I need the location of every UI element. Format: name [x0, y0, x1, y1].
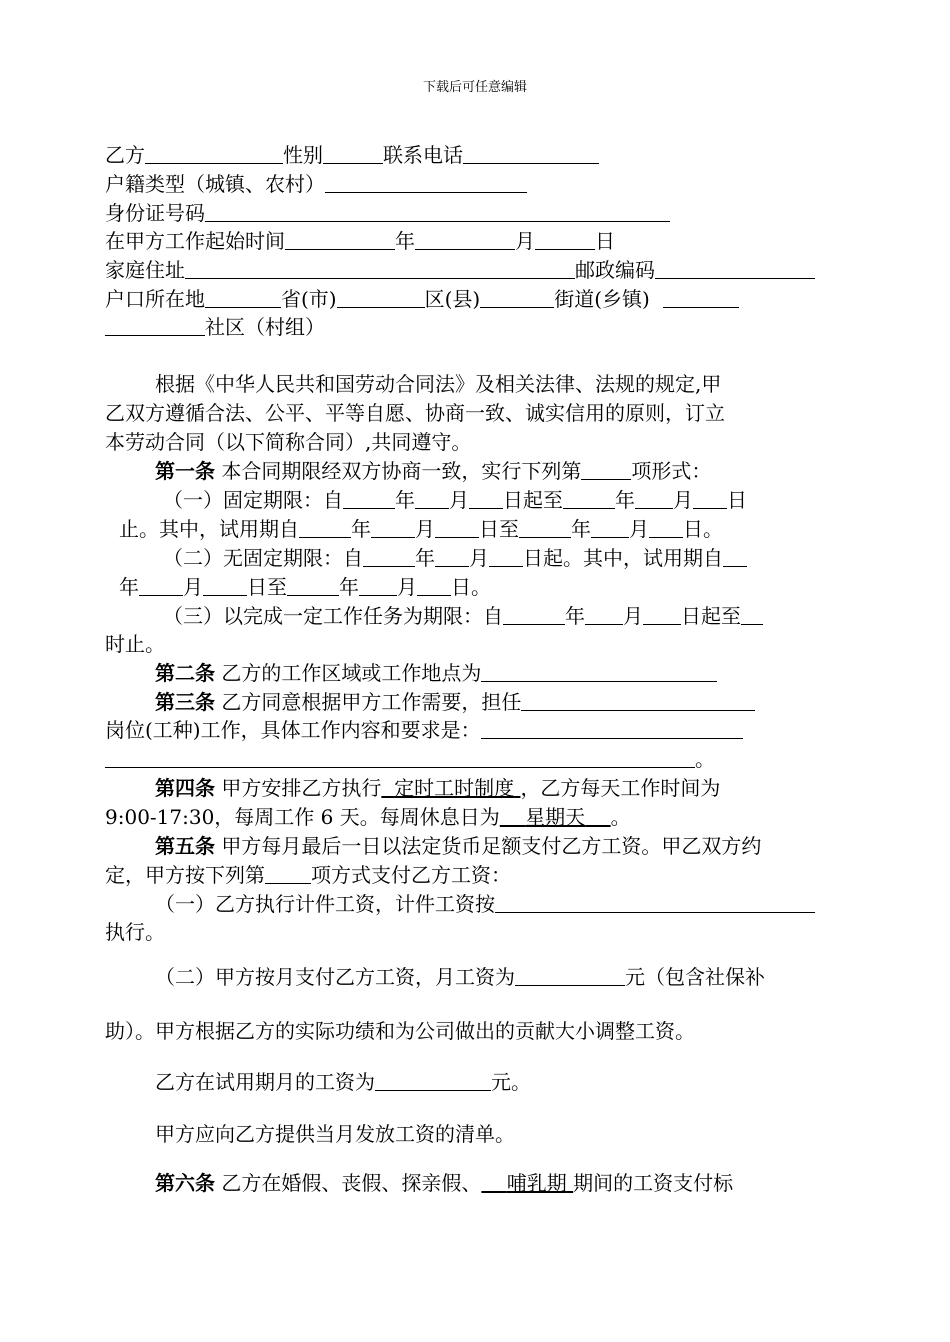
blank-start-year[interactable]	[285, 230, 395, 250]
label-month: 月	[515, 229, 535, 253]
label-province: 省(市)	[281, 287, 337, 311]
art5-line-2	[105, 862, 511, 888]
art5-trial-label: 乙方在试用期月的工资为	[155, 1070, 375, 1094]
label-month: 月	[183, 575, 203, 599]
label-from-until: 日起至	[503, 488, 563, 512]
label-address: 家庭住址	[105, 258, 185, 282]
intro-line-2: 乙双方遵循合法、公平、平等自愿、协商一致、诚实信用的原则，订立	[105, 401, 725, 425]
blank-work-location[interactable]	[481, 662, 717, 682]
label-month: 月	[629, 517, 649, 541]
art5-line	[155, 833, 761, 859]
label-from-until: 日起至	[681, 604, 741, 628]
art1-task-line	[163, 603, 763, 629]
blank-open-trial-month[interactable]	[139, 576, 183, 596]
label-year: 年	[415, 546, 435, 570]
label-month: 月	[623, 604, 643, 628]
art5-line2a: 定，甲方按下列第	[105, 863, 265, 887]
art6-leave-value: 哺乳期	[506, 1171, 567, 1195]
art5-trial-b: 元。	[491, 1070, 531, 1094]
art3-line	[155, 689, 755, 715]
art6-leave	[481, 1171, 573, 1195]
label-year: 年	[395, 488, 415, 512]
art4-title: 第四条	[155, 776, 215, 800]
label-year: 年	[339, 575, 359, 599]
label-hukou-type: 户籍类型（城镇、农村）	[105, 172, 325, 196]
blank-trial-to-year[interactable]	[519, 518, 571, 538]
label-to: 日至	[247, 575, 287, 599]
label-month: 月	[469, 546, 489, 570]
label-community: 社区（村组）	[205, 315, 325, 339]
info-line-hukou-place	[105, 286, 739, 312]
label-street: 街道(乡镇)	[554, 287, 650, 311]
info-line-id	[105, 200, 670, 226]
label-month: 月	[397, 575, 417, 599]
label-year: 年	[119, 575, 139, 599]
label-year: 年	[565, 604, 585, 628]
label-district: 区(县)	[424, 287, 481, 311]
info-line-address	[105, 257, 815, 283]
art1-open-label: （二）无固定期限：自	[163, 546, 363, 570]
art1-task-end-line: 时止。	[105, 632, 165, 656]
blank-task-day[interactable]	[643, 605, 681, 625]
art4-work-system	[381, 776, 520, 800]
blank-open-from-day[interactable]	[489, 547, 523, 567]
art5-piece-line	[155, 891, 815, 917]
blank-job-content-2[interactable]	[105, 748, 695, 768]
info-line-community	[105, 314, 325, 340]
art2-title: 第二条	[155, 661, 215, 685]
blank-trial-from-month[interactable]	[371, 518, 415, 538]
blank-district[interactable]	[337, 288, 425, 308]
label-postcode: 邮政编码	[575, 258, 655, 282]
art5-monthly-line	[155, 964, 765, 990]
label-year: 年	[351, 517, 371, 541]
art3-title: 第三条	[155, 690, 215, 714]
art6-line	[155, 1170, 733, 1196]
art1-heading-line	[155, 458, 711, 484]
blank-task-end[interactable]	[741, 605, 763, 625]
intro-line-3: 本劳动合同（以下简称合同）,共同遵守。	[105, 430, 472, 454]
blank-trial-to-day[interactable]	[649, 518, 683, 538]
blank-fixed-to-day[interactable]	[693, 489, 727, 509]
art3-line-2	[105, 717, 743, 743]
art6-title: 第六条	[155, 1171, 215, 1195]
label-gender: 性别	[283, 143, 323, 167]
art4-line-2	[105, 804, 631, 830]
blank-pay-method[interactable]	[265, 864, 311, 884]
art5-title: 第五条	[155, 834, 215, 858]
art3-line-3	[105, 746, 715, 772]
art6-text-b: 期间的工资支付标	[573, 1171, 734, 1195]
art5-slip-line: 甲方应向乙方提供当月发放工资的清单。	[155, 1122, 515, 1146]
art4-system-value: 定时工时制度	[394, 776, 515, 800]
art5-line2b: 项方式支付乙方工资：	[311, 863, 511, 887]
art3-line2-text: 岗位(工种)工作，具体工作内容和要求是：	[105, 718, 481, 742]
blank-address[interactable]	[185, 259, 575, 279]
blank-trial-from-year[interactable]	[299, 518, 351, 538]
info-line-name	[105, 142, 599, 168]
blank-fixed-to-year[interactable]	[563, 489, 615, 509]
blank-task-month[interactable]	[585, 605, 623, 625]
label-month: 月	[449, 488, 469, 512]
info-line-hukou-type	[105, 171, 527, 197]
label-hukou-place: 户口所在地	[105, 287, 205, 311]
blank-open-trial-to-year[interactable]	[287, 576, 339, 596]
blank-start-day[interactable]	[535, 230, 595, 250]
page-header: 下载后可任意编辑	[422, 80, 527, 95]
blank-fixed-from-day[interactable]	[469, 489, 503, 509]
blank-gender[interactable]	[323, 144, 383, 164]
label-year: 年	[571, 517, 591, 541]
art4-hours: 9:00-17:30，每周工作 6 天。每周休息日为	[105, 805, 500, 829]
art1-fixed-label: （一）固定期限：自	[163, 488, 343, 512]
blank-phone[interactable]	[463, 144, 599, 164]
blank-piece-rate[interactable]	[495, 893, 815, 913]
art4-text: 甲方安排乙方执行	[221, 776, 382, 800]
blank-trial-from-day[interactable]	[435, 518, 479, 538]
art6-text: 乙方在婚假、丧假、探亲假、	[221, 1171, 482, 1195]
blank-open-trial-to-day[interactable]	[417, 576, 451, 596]
art1-open-line	[163, 545, 747, 571]
blank-id-number[interactable]	[205, 202, 670, 222]
label-id-number: 身份证号码	[105, 201, 205, 225]
blank-postcode[interactable]	[655, 259, 815, 279]
blank-street[interactable]	[480, 288, 554, 308]
art4-end: 。	[610, 805, 631, 829]
blank-fixed-from-year[interactable]	[343, 489, 395, 509]
art1-fixed-trial-label: 止。其中，试用期自	[119, 517, 299, 541]
art1-title: 第一条	[155, 459, 215, 483]
label-end-dot: 日。	[451, 575, 491, 599]
art1-task-label: （三）以完成一定工作任务为期限：自	[163, 604, 503, 628]
blank-open-trial-to-month[interactable]	[359, 576, 397, 596]
blank-community[interactable]	[105, 316, 205, 336]
art4-rest-day	[500, 805, 611, 829]
art4-text-b: ，乙方每天工作时间为	[520, 776, 721, 800]
label-month: 月	[415, 517, 435, 541]
blank-street-extra[interactable]	[663, 288, 739, 308]
art5-piece-end: 执行。	[105, 920, 165, 944]
art5-trial-line	[155, 1069, 531, 1095]
art1-fixed-line	[163, 487, 747, 513]
label-end-dot: 日。	[683, 517, 723, 541]
label-start-date: 在甲方工作起始时间	[105, 229, 285, 253]
blank-province[interactable]	[205, 288, 281, 308]
blank-task-year[interactable]	[503, 605, 565, 625]
blank-art1-form[interactable]	[581, 460, 631, 480]
label-month: 月	[673, 488, 693, 512]
blank-open-trial-year-a[interactable]	[723, 547, 747, 567]
art4-line	[155, 775, 720, 801]
art5-monthly-b: 元（包含社保补	[625, 965, 765, 989]
art4-rest-day-value: 星期天	[525, 805, 586, 829]
art2-line	[155, 660, 717, 686]
blank-open-from-month[interactable]	[435, 547, 469, 567]
blank-monthly-wage[interactable]	[515, 966, 625, 986]
intro-line-1: 根据《中华人民共和国劳动合同法》及相关法律、法规的规定,甲	[155, 372, 722, 396]
art5-monthly-line-2: 助）。甲方根据乙方的实际功绩和为公司做出的贡献大小调整工资。	[105, 1019, 695, 1043]
art5-text: 甲方每月最后一日以法定货币足额支付乙方工资。甲乙双方约	[221, 834, 762, 858]
art3-end: 。	[695, 747, 715, 771]
info-line-start-date	[105, 228, 615, 254]
art1-fixed-trial-line	[119, 516, 723, 542]
art1-text: 本合同期限经双方协商一致，实行下列第	[221, 459, 582, 483]
label-day: 日	[727, 488, 747, 512]
art1-open-trial-line	[119, 574, 491, 600]
blank-open-from-year[interactable]	[363, 547, 415, 567]
blank-fixed-to-month[interactable]	[635, 489, 673, 509]
blank-position[interactable]	[521, 691, 755, 711]
blank-trial-wage[interactable]	[375, 1071, 491, 1091]
art2-text: 乙方的工作区域或工作地点为	[221, 661, 482, 685]
art3-text: 乙方同意根据甲方工作需要，担任	[221, 690, 522, 714]
label-day: 日	[595, 229, 615, 253]
label-party-b: 乙方	[105, 143, 145, 167]
blank-open-trial-day[interactable]	[203, 576, 247, 596]
blank-hukou-type[interactable]	[325, 173, 527, 193]
art1-text-end: 项形式：	[631, 459, 712, 483]
label-phone: 联系电话	[383, 143, 463, 167]
art5-piece-label: （一）乙方执行计件工资，计件工资按	[155, 892, 495, 916]
art5-monthly-label: （二）甲方按月支付乙方工资，月工资为	[155, 965, 515, 989]
label-year: 年	[615, 488, 635, 512]
blank-start-month[interactable]	[415, 230, 515, 250]
label-year: 年	[395, 229, 415, 253]
blank-name[interactable]	[145, 144, 283, 164]
label-to: 日至	[479, 517, 519, 541]
blank-trial-to-month[interactable]	[591, 518, 629, 538]
blank-fixed-from-month[interactable]	[415, 489, 449, 509]
blank-job-content[interactable]	[481, 719, 743, 739]
art1-open-mid: 日起。其中，试用期自	[523, 546, 723, 570]
